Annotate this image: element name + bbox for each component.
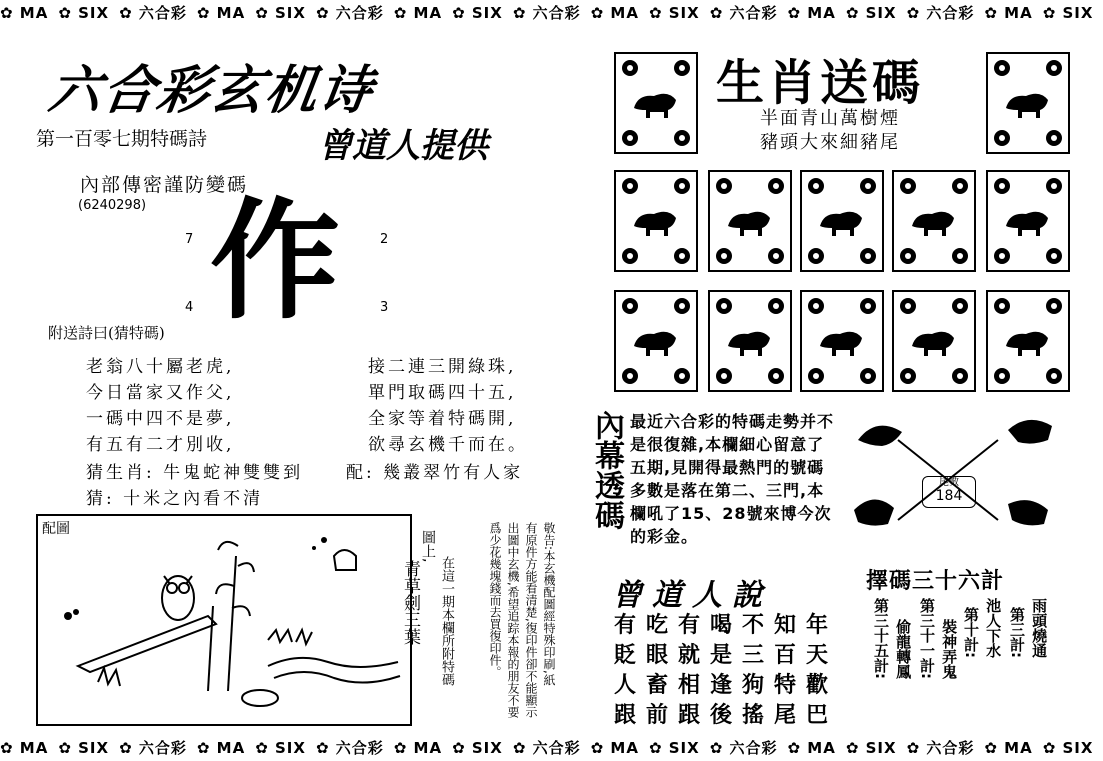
tiger-icon bbox=[628, 200, 684, 240]
card-dot bbox=[674, 178, 690, 194]
band-token: ✿ 六合彩 bbox=[119, 4, 187, 22]
ze-col-3 bbox=[962, 598, 1001, 662]
ze-col-4 bbox=[1008, 598, 1047, 662]
monkey-icon bbox=[722, 320, 778, 360]
band-token: ✿ MA bbox=[0, 739, 49, 757]
band-token: ✿ MA bbox=[984, 739, 1033, 757]
card-dot bbox=[994, 368, 1010, 384]
says-line: 人畜相逢狗特歡 bbox=[614, 673, 839, 698]
band-token: ✿ 六合彩 bbox=[315, 4, 384, 22]
says-title: 曾道人說 bbox=[612, 578, 772, 613]
band-token: ✿ MA bbox=[393, 4, 443, 22]
band-token: ✿ SIX bbox=[255, 739, 306, 757]
guess-line: 猜: 十米之內看不清 bbox=[86, 489, 264, 509]
band-token: ✿ MA bbox=[0, 4, 49, 22]
card-dot bbox=[808, 178, 824, 194]
card-dot bbox=[622, 248, 638, 264]
gift-label: 附送詩曰(猜特碼) bbox=[48, 324, 165, 342]
band-token: ✿ 六合彩 bbox=[512, 4, 581, 22]
zodiac-card bbox=[986, 52, 1070, 154]
issue-label: 第一百零七期特碼詩 bbox=[36, 128, 208, 150]
poem-line: 老翁八十屬老虎, bbox=[86, 357, 235, 377]
pig-icon bbox=[1000, 320, 1056, 360]
picture-frame bbox=[36, 514, 412, 726]
card-dot bbox=[622, 130, 638, 146]
says-lines bbox=[614, 608, 838, 728]
zodiac-card bbox=[892, 290, 976, 392]
zodiac-card bbox=[800, 170, 884, 272]
zodiac-card bbox=[614, 52, 698, 154]
band-token: ✿ 六合彩 bbox=[906, 4, 975, 22]
notice-col: 敬告:本玄機配圖經特殊印刷,紙 bbox=[542, 522, 556, 686]
card-dot bbox=[768, 248, 784, 264]
card-dot bbox=[768, 368, 784, 384]
card-dot bbox=[674, 298, 690, 314]
band-token: ✿ MA bbox=[590, 739, 639, 757]
card-dot bbox=[1046, 60, 1062, 76]
band-token: ✿ 六合彩 bbox=[709, 4, 778, 22]
band-token: ✿ MA bbox=[787, 739, 836, 757]
poem-line: 一碼中四不是夢, bbox=[86, 409, 235, 429]
card-dot bbox=[952, 298, 968, 314]
poem-line: 單門取碼四十五, bbox=[368, 383, 517, 403]
card-dot bbox=[674, 248, 690, 264]
rat-icon bbox=[628, 82, 684, 122]
band-token: ✿ SIX bbox=[58, 739, 110, 757]
rooster-icon bbox=[814, 320, 870, 360]
card-dot bbox=[1046, 248, 1062, 264]
says-line: 有吃有喝不知年 bbox=[614, 613, 839, 638]
card-dot bbox=[952, 248, 968, 264]
zodiac-card bbox=[986, 290, 1070, 392]
tail-number-box bbox=[922, 476, 976, 508]
zodiac-card bbox=[892, 170, 976, 272]
band-token: ✿ SIX bbox=[1042, 4, 1094, 22]
picture-caption-col: 圖上, bbox=[420, 530, 436, 563]
zodiac-verse-1: 半面青山萬樹煙 bbox=[760, 108, 900, 129]
card-dot bbox=[860, 178, 876, 194]
band-token: ✿ 六合彩 bbox=[906, 739, 975, 757]
band-token: ✿ MA bbox=[196, 739, 246, 757]
zodiac-verse-2: 豬頭大來細豬尾 bbox=[760, 132, 900, 153]
card-dot bbox=[674, 60, 690, 76]
band-token: ✿ SIX bbox=[452, 739, 503, 757]
code-label: (6240298) bbox=[78, 198, 147, 213]
band-token: ✿ SIX bbox=[452, 4, 503, 22]
tail-value: 184 bbox=[935, 488, 963, 504]
ze-col-label: 第三計: bbox=[1008, 607, 1026, 658]
ze-col-value: 池人下水 bbox=[984, 598, 1003, 658]
dog-icon bbox=[906, 320, 962, 360]
band-token: ✿ SIX bbox=[845, 739, 897, 757]
band-token: ✿ SIX bbox=[58, 4, 110, 22]
provider-label: 曾道人提供 bbox=[318, 126, 488, 166]
card-dot bbox=[900, 368, 916, 384]
horse-icon bbox=[1000, 200, 1056, 240]
band-token: ✿ MA bbox=[393, 739, 443, 757]
card-dot bbox=[674, 130, 690, 146]
zodiac-card bbox=[708, 170, 792, 272]
card-dot bbox=[994, 130, 1010, 146]
card-dot bbox=[1046, 178, 1062, 194]
card-dot bbox=[1046, 298, 1062, 314]
poem-line: 欲尋玄機千而在。 bbox=[368, 435, 528, 455]
ze-title: 擇碼三十六計 bbox=[866, 569, 1005, 594]
picture-label: 配圖 bbox=[42, 521, 70, 537]
rabbit-icon bbox=[722, 200, 778, 240]
ze-col-label: 第十計: bbox=[962, 607, 980, 658]
zodiac-card bbox=[614, 170, 698, 272]
card-dot bbox=[674, 368, 690, 384]
band-token: ✿ SIX bbox=[1042, 739, 1094, 757]
dragon-icon bbox=[814, 200, 870, 240]
ze-col-label: 第三十五計: bbox=[872, 598, 890, 679]
zodiac-card bbox=[986, 170, 1070, 272]
card-dot bbox=[808, 248, 824, 264]
poem-right bbox=[368, 352, 528, 456]
card-dot bbox=[952, 368, 968, 384]
bottom-band bbox=[0, 737, 1094, 761]
card-dot bbox=[1046, 130, 1062, 146]
card-dot bbox=[716, 178, 732, 194]
page-title: 六合彩玄机诗 bbox=[45, 61, 378, 121]
card-dot bbox=[622, 60, 638, 76]
band-token: ✿ 六合彩 bbox=[315, 739, 384, 757]
band-token: ✿ SIX bbox=[648, 739, 700, 757]
band-token: ✿ 六合彩 bbox=[512, 739, 581, 757]
card-dot bbox=[622, 178, 638, 194]
zodiac-card bbox=[800, 290, 884, 392]
card-dot bbox=[900, 178, 916, 194]
picture-caption-col: 青草劍三葉 bbox=[400, 560, 420, 645]
poem-line: 接二連三開綠珠, bbox=[368, 357, 517, 377]
says-line: 貶眼就是三百天 bbox=[614, 643, 839, 668]
band-token: ✿ 六合彩 bbox=[119, 739, 187, 757]
card-dot bbox=[768, 298, 784, 314]
card-dot bbox=[900, 248, 916, 264]
card-dot bbox=[994, 248, 1010, 264]
card-dot bbox=[994, 178, 1010, 194]
poem-left bbox=[86, 352, 234, 456]
card-dot bbox=[994, 298, 1010, 314]
secret-label: 內部傳密謹防變碼 bbox=[80, 174, 249, 196]
band-token: ✿ 六合彩 bbox=[709, 739, 778, 757]
band-token: ✿ MA bbox=[196, 4, 246, 22]
says-line: 跟前跟後搖尾巴 bbox=[614, 703, 839, 728]
zodiac-card bbox=[708, 290, 792, 392]
corner-number-tr: 2 bbox=[380, 232, 389, 247]
pairing-line: 配: 幾叢翠竹有人家 bbox=[346, 463, 524, 483]
corner-number-bl: 4 bbox=[185, 300, 194, 315]
card-dot bbox=[716, 368, 732, 384]
poem-line: 今日當家又作父, bbox=[86, 383, 235, 403]
card-dot bbox=[808, 368, 824, 384]
band-token: ✿ MA bbox=[984, 4, 1033, 22]
card-dot bbox=[716, 298, 732, 314]
card-dot bbox=[994, 60, 1010, 76]
featured-character: 作 bbox=[210, 185, 341, 337]
picture-caption-col: 在這一期本欄所附特碼 bbox=[439, 556, 454, 686]
notice-col: 爲少花幾塊錢而去買復印件。 bbox=[488, 522, 502, 678]
poem-line: 全家等着特碼開, bbox=[368, 409, 517, 429]
corner-number-tl: 7 bbox=[185, 232, 194, 247]
inside-paragraph: 最近六合彩的特碼走勢并不是很復雜,本欄細心留意了五期,見開得最熱門的號碼多數是落在第二、三門,本欄吼了15、28號來博今次的彩金。 bbox=[630, 412, 835, 546]
corner-number-br: 3 bbox=[380, 300, 389, 315]
zodiac-title: 生肖送碼 bbox=[716, 55, 925, 111]
card-dot bbox=[952, 178, 968, 194]
top-band bbox=[0, 2, 1094, 26]
ze-col-value: 偷龍轉鳳 bbox=[894, 619, 913, 679]
band-token: ✿ SIX bbox=[648, 4, 700, 22]
band-token: ✿ SIX bbox=[255, 4, 306, 22]
ze-col-2 bbox=[918, 598, 957, 683]
notice-col: 出圖中玄機,希望追踪本報的朋友不要 bbox=[506, 522, 520, 718]
card-dot bbox=[860, 368, 876, 384]
card-dot bbox=[622, 298, 638, 314]
poem-line: 有五有二才別收, bbox=[86, 435, 235, 455]
card-dot bbox=[768, 178, 784, 194]
owl-landscape-illustration bbox=[38, 516, 410, 724]
ze-col-value: 裝神弄鬼 bbox=[940, 619, 959, 679]
zodiac-card bbox=[614, 290, 698, 392]
tail-label: 尾數 bbox=[939, 477, 959, 488]
ze-col-value: 雨頭燒通 bbox=[1030, 598, 1049, 658]
guess-zodiac: 猜生肖: 牛鬼蛇神雙雙到 bbox=[86, 463, 304, 483]
notice-col: 有原件方能看清楚,復印件卻不能顯示 bbox=[524, 522, 538, 718]
ox-icon bbox=[1000, 82, 1056, 122]
card-dot bbox=[716, 248, 732, 264]
card-dot bbox=[1046, 368, 1062, 384]
goat-icon bbox=[628, 320, 684, 360]
card-dot bbox=[860, 248, 876, 264]
ze-col-1 bbox=[872, 598, 911, 683]
band-token: ✿ MA bbox=[787, 4, 836, 22]
band-token: ✿ MA bbox=[590, 4, 639, 22]
inside-heading: 內幕透碼 bbox=[589, 410, 624, 530]
card-dot bbox=[808, 298, 824, 314]
card-dot bbox=[900, 298, 916, 314]
ze-col-label: 第三十一計: bbox=[918, 598, 936, 679]
band-token: ✿ SIX bbox=[845, 4, 897, 22]
snake-icon bbox=[906, 200, 962, 240]
card-dot bbox=[860, 298, 876, 314]
card-dot bbox=[622, 368, 638, 384]
